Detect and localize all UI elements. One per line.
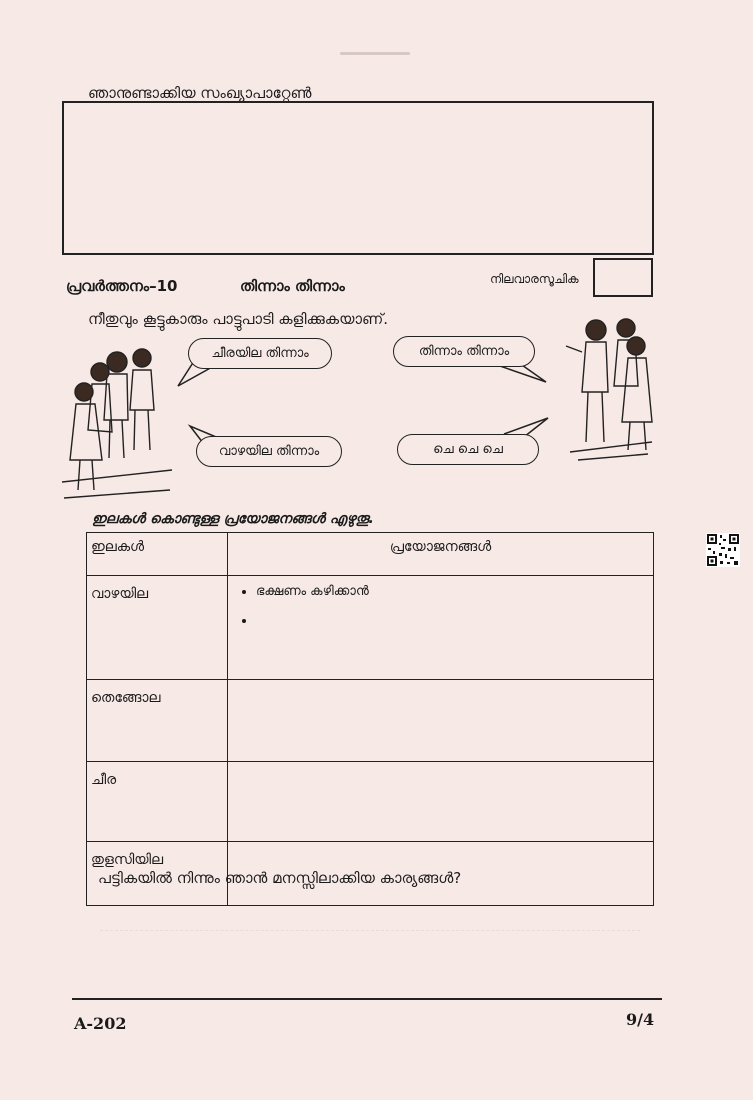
leaf-name-cell: തെങ്ങോല xyxy=(87,680,228,762)
leaf-usage-table xyxy=(86,532,654,906)
uses-list xyxy=(238,584,643,628)
table-row xyxy=(87,576,654,680)
speech-bubble-4: ചെ ചെ ചെ xyxy=(397,434,539,465)
table-row xyxy=(87,762,654,842)
leaf-name-cell: വാഴയില xyxy=(87,576,228,680)
qr-code-icon xyxy=(706,533,740,567)
scan-mark xyxy=(340,52,410,55)
pattern-label: ഞാനുണ്ടാക്കിയ സംഖ്യാപാറ്റേൺ xyxy=(88,84,312,102)
table-row xyxy=(87,680,654,762)
footer-divider xyxy=(72,998,662,1000)
use-item: • ഭക്ഷണം കഴിക്കാൻ xyxy=(256,584,643,599)
activity-intro: നീതുവും കൂട്ടുകാരും പാട്ടുപാടി കളിക്കുകയാണ്. xyxy=(88,310,388,328)
footer-page-number: 9/4 xyxy=(626,1010,655,1029)
children-group-left-illustration xyxy=(62,340,174,505)
speech-bubble-1: ചീരയില തിന്നാം xyxy=(188,338,332,369)
speech-bubble-2: തിന്നാം തിന്നാം xyxy=(393,336,535,367)
table-header-row xyxy=(87,533,654,576)
pattern-answer-box[interactable] xyxy=(62,101,654,255)
uses-cell[interactable] xyxy=(228,680,654,762)
speech-bubble-3: വാഴയില തിന്നാം xyxy=(196,436,342,467)
summary-question: പട്ടികയിൽ നിന്നും ഞാൻ മനസ്സിലാക്കിയ കാര്യങ്ങൾ? xyxy=(98,869,462,887)
activity-title: പ്രവർത്തനം–10 xyxy=(66,277,178,295)
uses-cell[interactable] xyxy=(228,576,654,680)
leaf-name-cell: തുളസിയില xyxy=(87,842,228,906)
answer-area[interactable] xyxy=(100,930,640,981)
indicator-label: നിലവാരസൂചിക xyxy=(490,272,579,286)
leaf-name-cell: ചീര xyxy=(87,762,228,842)
activity-subtitle: തിന്നാം തിന്നാം xyxy=(240,277,345,295)
indicator-box[interactable] xyxy=(593,258,653,297)
footer-code: A-202 xyxy=(74,1014,127,1033)
children-group-right-illustration xyxy=(548,312,656,462)
table-header-uses: പ്രയോജനങ്ങൾ xyxy=(228,533,654,576)
use-item-blank[interactable] xyxy=(256,613,643,628)
table-header-leaves: ഇലകൾ xyxy=(87,533,228,576)
uses-cell[interactable] xyxy=(228,762,654,842)
table-title: ഇലകൾ കൊണ്ടുള്ള പ്രയോജനങ്ങൾ എഴുതൂ. xyxy=(92,511,374,527)
